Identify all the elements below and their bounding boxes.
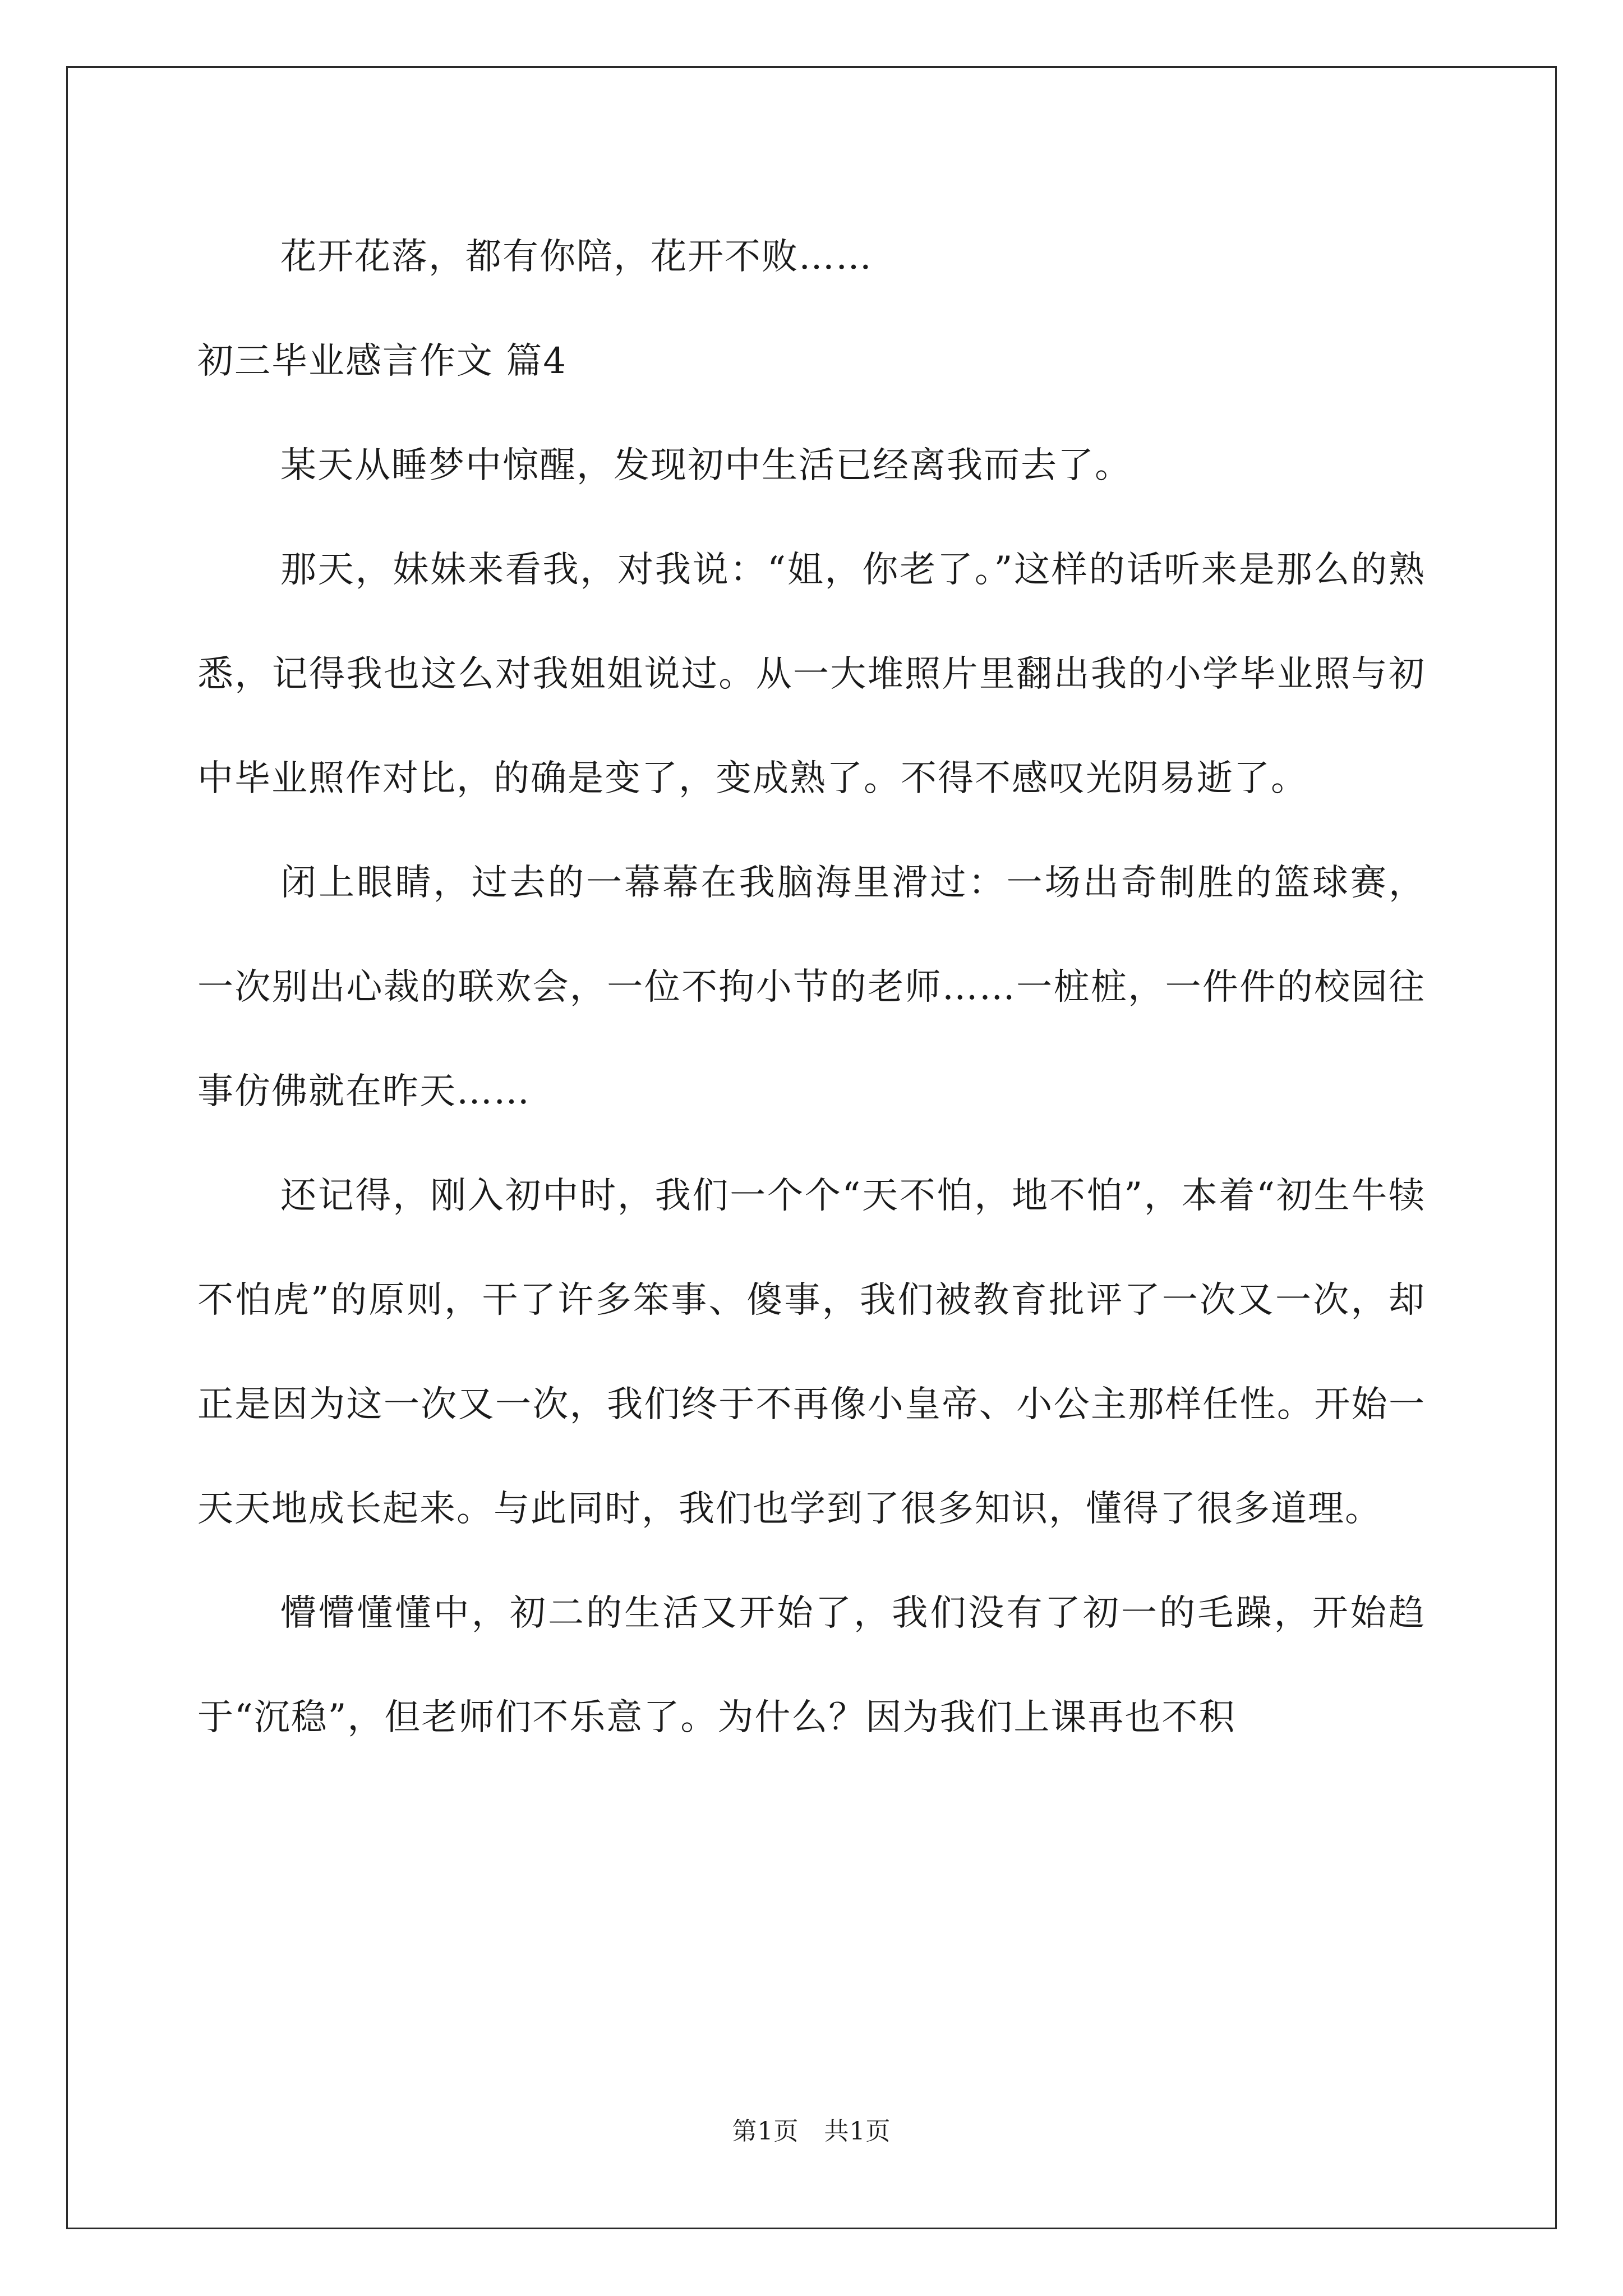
paragraph: 闭上眼睛，过去的一幕幕在我脑海里滑过：一场出奇制胜的篮球赛，一次别出心裁的联欢会，一位不拘小节的老师……一桩桩，一件件的校园往事仿佛就在昨天…… (197, 862, 1426, 1112)
page-footer: 第1页 共1页 (732, 2117, 891, 2146)
paragraph: 懵懵懂懂中，初二的生活又开始了，我们没有了初一的毛躁，开始趋于“沉稳”，但老师们不乐意了。为什么？因为我们上课再也不积 (197, 1593, 1426, 1738)
paragraph: 那天，妹妹来看我，对我说：“姐，你老了。”这样的话听来是那么的熟悉，记得我也这么对我姐姐说过。从一大堆照片里翻出我的小学毕业照与初中毕业照作对比，的确是变了，变成熟了。不得不感叹光阴易逝了。 (197, 549, 1426, 799)
section-heading: 初三毕业感言作文 篇4 (197, 341, 568, 382)
paragraph: 还记得，刚入初中时，我们一个个“天不怕，地不怕”，本着“初生牛犊不怕虎”的原则，干了许多笨事、傻事，我们被教育批评了一次又一次，却正是因为这一次又一次，我们终于不再像小皇帝、小公主那样任性。开始一天天地成长起来。与此同时，我们也学到了很多知识，懂得了很多道理。 (197, 1175, 1426, 1530)
paragraph: 花开花落，都有你陪，花开不败…… (280, 236, 873, 278)
document-body (197, 205, 1426, 1770)
paragraph: 某天从睡梦中惊醒，发现初中生活已经离我而去了。 (280, 445, 1132, 486)
